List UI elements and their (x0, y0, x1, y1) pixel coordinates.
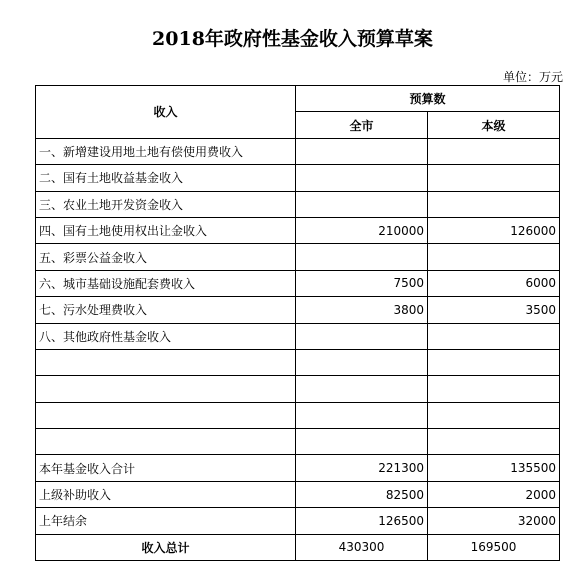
row-label: 四、国有土地使用权出让金收入 (36, 217, 296, 243)
total-label: 收入总计 (36, 534, 296, 560)
city-value (296, 244, 428, 270)
row-label: 上年结余 (36, 508, 296, 534)
city-value: 3800 (296, 297, 428, 323)
local-value (428, 191, 560, 217)
table-row (36, 217, 560, 243)
table-row (36, 138, 560, 164)
city-value (296, 349, 428, 375)
local-value: 32000 (428, 508, 560, 534)
table-row (36, 481, 560, 507)
budget-header: 预算数 (296, 86, 560, 112)
row-label (36, 429, 296, 455)
city-value: 7500 (296, 270, 428, 296)
local-value: 6000 (428, 270, 560, 296)
table-row (36, 191, 560, 217)
total-local-value: 169500 (428, 534, 560, 560)
row-label (36, 402, 296, 428)
local-value (428, 402, 560, 428)
row-label: 本年基金收入合计 (36, 455, 296, 481)
row-label: 三、农业土地开发资金收入 (36, 191, 296, 217)
local-value (428, 244, 560, 270)
total-city-value: 430300 (296, 534, 428, 560)
table-row (36, 508, 560, 534)
table-row (36, 244, 560, 270)
row-label: 一、新增建设用地土地有偿使用费收入 (36, 138, 296, 164)
row-label: 二、国有土地收益基金收入 (36, 165, 296, 191)
unit-label: 单位：万元 (502, 70, 563, 84)
local-header: 本级 (428, 112, 560, 138)
city-value: 210000 (296, 217, 428, 243)
row-label (36, 349, 296, 375)
city-header: 全市 (296, 112, 428, 138)
table-row (36, 165, 560, 191)
table-row (36, 376, 560, 402)
table-row (36, 349, 560, 375)
city-value (296, 165, 428, 191)
local-value (428, 138, 560, 164)
local-value: 2000 (428, 481, 560, 507)
city-value (296, 429, 428, 455)
row-label: 六、城市基础设施配套费收入 (36, 270, 296, 296)
local-value (428, 429, 560, 455)
city-value: 221300 (296, 455, 428, 481)
budget-table (35, 85, 560, 561)
total-row (36, 534, 560, 560)
city-value (296, 138, 428, 164)
row-label: 八、其他政府性基金收入 (36, 323, 296, 349)
row-label (36, 376, 296, 402)
city-value: 126500 (296, 508, 428, 534)
income-header: 收入 (36, 86, 296, 139)
local-value: 3500 (428, 297, 560, 323)
city-value: 82500 (296, 481, 428, 507)
header-row-1 (36, 86, 560, 112)
local-value (428, 349, 560, 375)
local-value (428, 323, 560, 349)
local-value (428, 376, 560, 402)
row-label: 上级补助收入 (36, 481, 296, 507)
local-value: 135500 (428, 455, 560, 481)
row-label: 五、彩票公益金收入 (36, 244, 296, 270)
city-value (296, 402, 428, 428)
local-value (428, 165, 560, 191)
table-row (36, 297, 560, 323)
table-row (36, 455, 560, 481)
table-row (36, 402, 560, 428)
table-row (36, 323, 560, 349)
city-value (296, 323, 428, 349)
city-value (296, 191, 428, 217)
row-label: 七、污水处理费收入 (36, 297, 296, 323)
table-row (36, 270, 560, 296)
local-value: 126000 (428, 217, 560, 243)
table-row (36, 429, 560, 455)
page-title: 2018年政府性基金收入预算草案 (152, 28, 433, 50)
city-value (296, 376, 428, 402)
